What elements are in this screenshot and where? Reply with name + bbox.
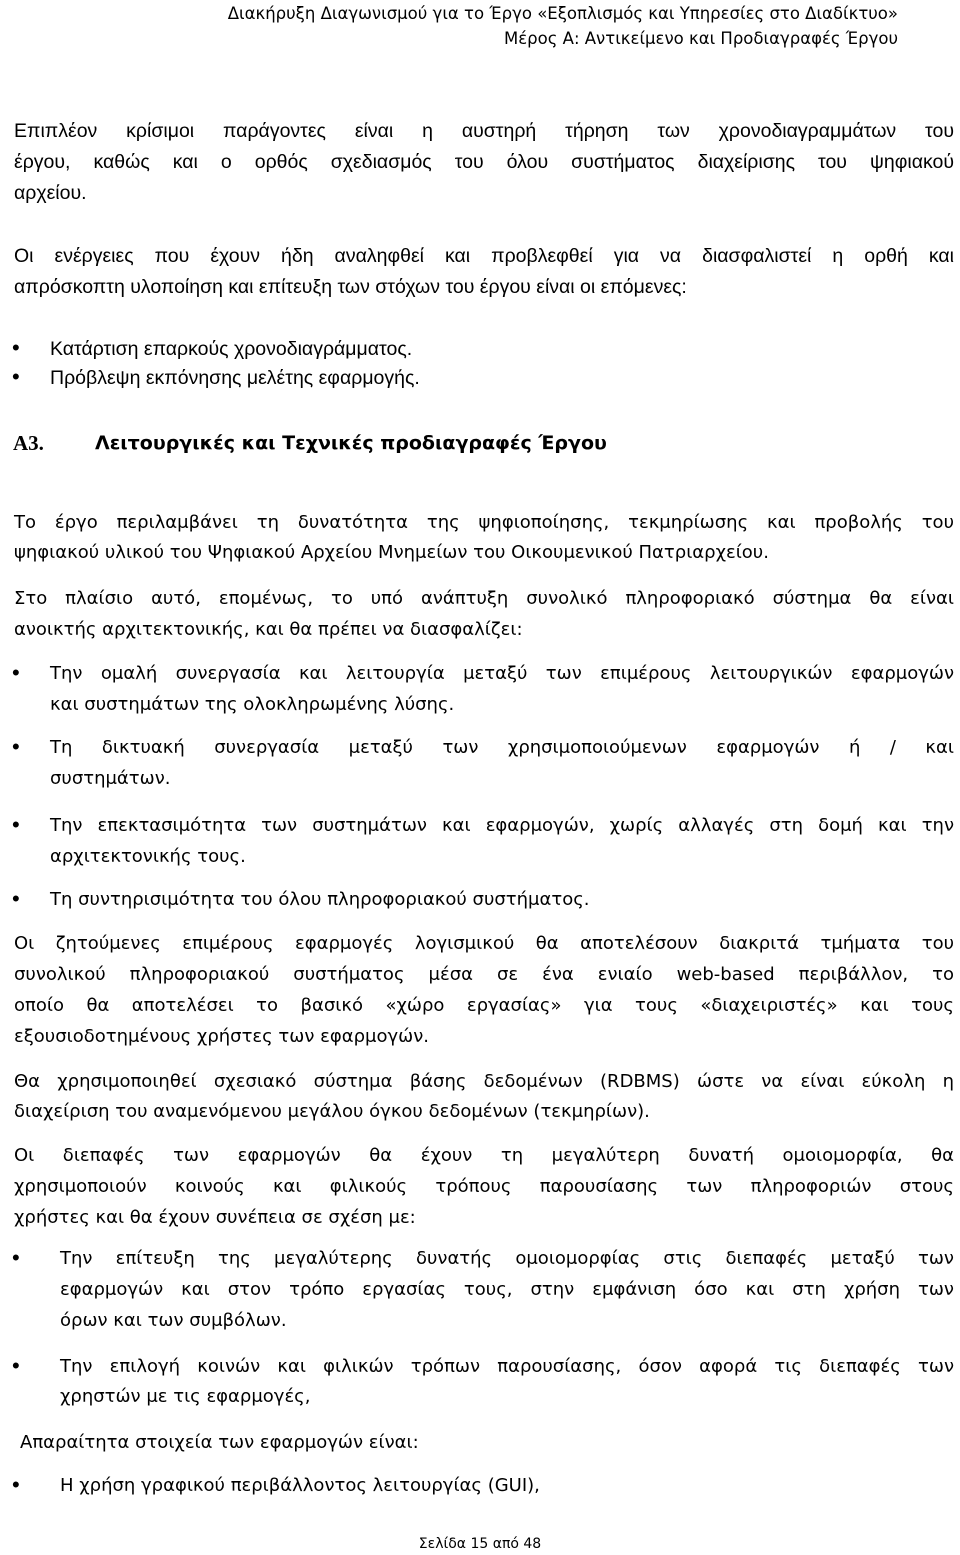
intro-p1-line3: αρχείου. [14,182,87,204]
list-item: Την επιλογή κοινών και φιλικών τρόπων παρουσίασης, όσον αφορά τις διεπαφές των [60,1356,954,1377]
header-subtitle: Μέρος Α: Αντικείμενο και Προδιαγραφές Έργου [504,29,898,48]
intro-p1-line1: Επιπλέον κρίσιμοι παράγοντες είναι η αυστηρή τήρηση των χρονοδιαγραμμάτων του [14,120,954,142]
list-item: Την επεκτασιμότητα των συστημάτων και εφαρμογών, χωρίς αλλαγές στη δομή και την [50,815,954,836]
body-p5-line2: συνολικού πληροφοριακού συστήματος μέσα σε ένα ενιαίο web-based περιβάλλον, το [14,964,954,985]
list-item: Κατάρτιση επαρκούς χρονοδιαγράμματος. [50,338,413,360]
list-item-cont: όρων και των συμβόλων. [60,1310,287,1331]
body-p7-line1: Οι διεπαφές των εφαρμογών θα έχουν τη μεγαλύτερη δυνατή ομοιομορφία, θα [14,1145,954,1166]
body-p6-line1: Θα χρησιμοποιηθεί σχεσιακό σύστημα βάσης δεδομένων (RDBMS) ώστε να είναι εύκολη η [14,1071,954,1092]
list-item: Την ομαλή συνεργασία και λειτουργία μεταξύ των επιμέρους λειτουργικών εφαρμογών [50,663,954,684]
list-item: Πρόβλεψη εκπόνησης μελέτης εφαρμογής. [50,367,420,389]
list-item-cont: συστημάτων. [50,768,171,789]
intro-p1-line2: έργου, καθώς και ο ορθός σχεδιασμός του όλου συστήματος διαχείρισης του ψηφιακού [14,151,954,173]
section-title: Λειτουργικές και Τεχνικές προδιαγραφές Έργου [95,432,607,454]
body-p7-line2: χρησιμοποιούν κοινούς και φιλικούς τρόπους παρουσίασης των πληροφοριών στους [14,1176,954,1197]
header-title: Διακήρυξη Διαγωνισμού για το Έργο «Εξοπλισμός και Υπηρεσίες στο Διαδίκτυο» [227,4,898,23]
list-item-cont: και συστημάτων της ολοκληρωμένης λύσης. [50,694,455,715]
body-p5-line4: εξουσιοδοτημένους χρήστες των εφαρμογών. [14,1026,429,1047]
bullet-icon: • [12,335,20,360]
list-item: Τη δικτυακή συνεργασία μεταξύ των χρησιμοποιούμενων εφαρμογών ή / και [50,737,954,758]
list-item-cont: χρηστών με τις εφαρμογές, [60,1386,311,1407]
bullet-icon: • [12,886,20,911]
body-p6-line2: διαχείριση του αναμενόμενου μεγάλου όγκου δεδομένων (τεκμηρίων). [14,1101,650,1122]
bullet-icon: • [12,1472,20,1497]
intro-p2-line2: απρόσκοπτη υλοποίηση και επίτευξη των στόχων του έργου είναι οι επόμενες: [14,276,687,298]
list-item-cont: εφαρμογών και στον τρόπο εργασίας τους, στην εμφάνιση όσο και στη χρήση των [60,1279,954,1300]
bullet-icon: • [12,1245,20,1270]
list-item: Την επίτευξη της μεγαλύτερης δυνατής ομοιομορφίας στις διεπαφές μεταξύ των [60,1248,954,1269]
bullet-icon: • [12,812,20,837]
bullet-icon: • [12,364,20,389]
intro-p2-line1: Οι ενέργειες που έχουν ήδη αναληφθεί και προβλεφθεί για να διασφαλιστεί η ορθή και [14,245,954,267]
body-p3-line2: ψηφιακού υλικού του Ψηφιακού Αρχείου Μνημείων του Οικουμενικού Πατριαρχείου. [14,542,769,563]
body-p5-line1: Οι ζητούμενες επιμέρους εφαρμογές λογισμικού θα αποτελέσουν διακριτά τμήματα του [14,933,954,954]
list-item-cont: αρχιτεκτονικής τους. [50,846,246,867]
body-p3-line1: Το έργο περιλαμβάνει τη δυνατότητα της ψηφιοποίησης, τεκμηρίωσης και προβολής του [14,512,954,533]
page-number: Σελίδα 15 από 48 [418,1536,542,1552]
body-p4-line2: ανοικτής αρχιτεκτονικής, και θα πρέπει να διασφαλίζει: [14,619,523,640]
bullet-icon: • [12,1353,20,1378]
section-number: Α3. [13,431,44,455]
list-item: Τη συντηρισιμότητα του όλου πληροφοριακού συστήματος. [50,889,590,910]
body-p5-line3: οποίο θα αποτελέσει το βασικό «χώρο εργασίας» για τους «διαχειριστές» και τους [14,995,954,1016]
bullet-icon: • [12,734,20,759]
body-p4-line1: Στο πλαίσιο αυτό, επομένως, το υπό ανάπτυξη συνολικό πληροφοριακό σύστημα θα είναι [14,588,954,609]
body-p8: Απαραίτητα στοιχεία των εφαρμογών είναι: [20,1432,419,1453]
list-item: Η χρήση γραφικού περιβάλλοντος λειτουργίας (GUI), [60,1475,540,1496]
body-p7-line3: χρήστες και θα έχουν συνέπεια σε σχέση με: [14,1207,416,1228]
bullet-icon: • [12,660,20,685]
